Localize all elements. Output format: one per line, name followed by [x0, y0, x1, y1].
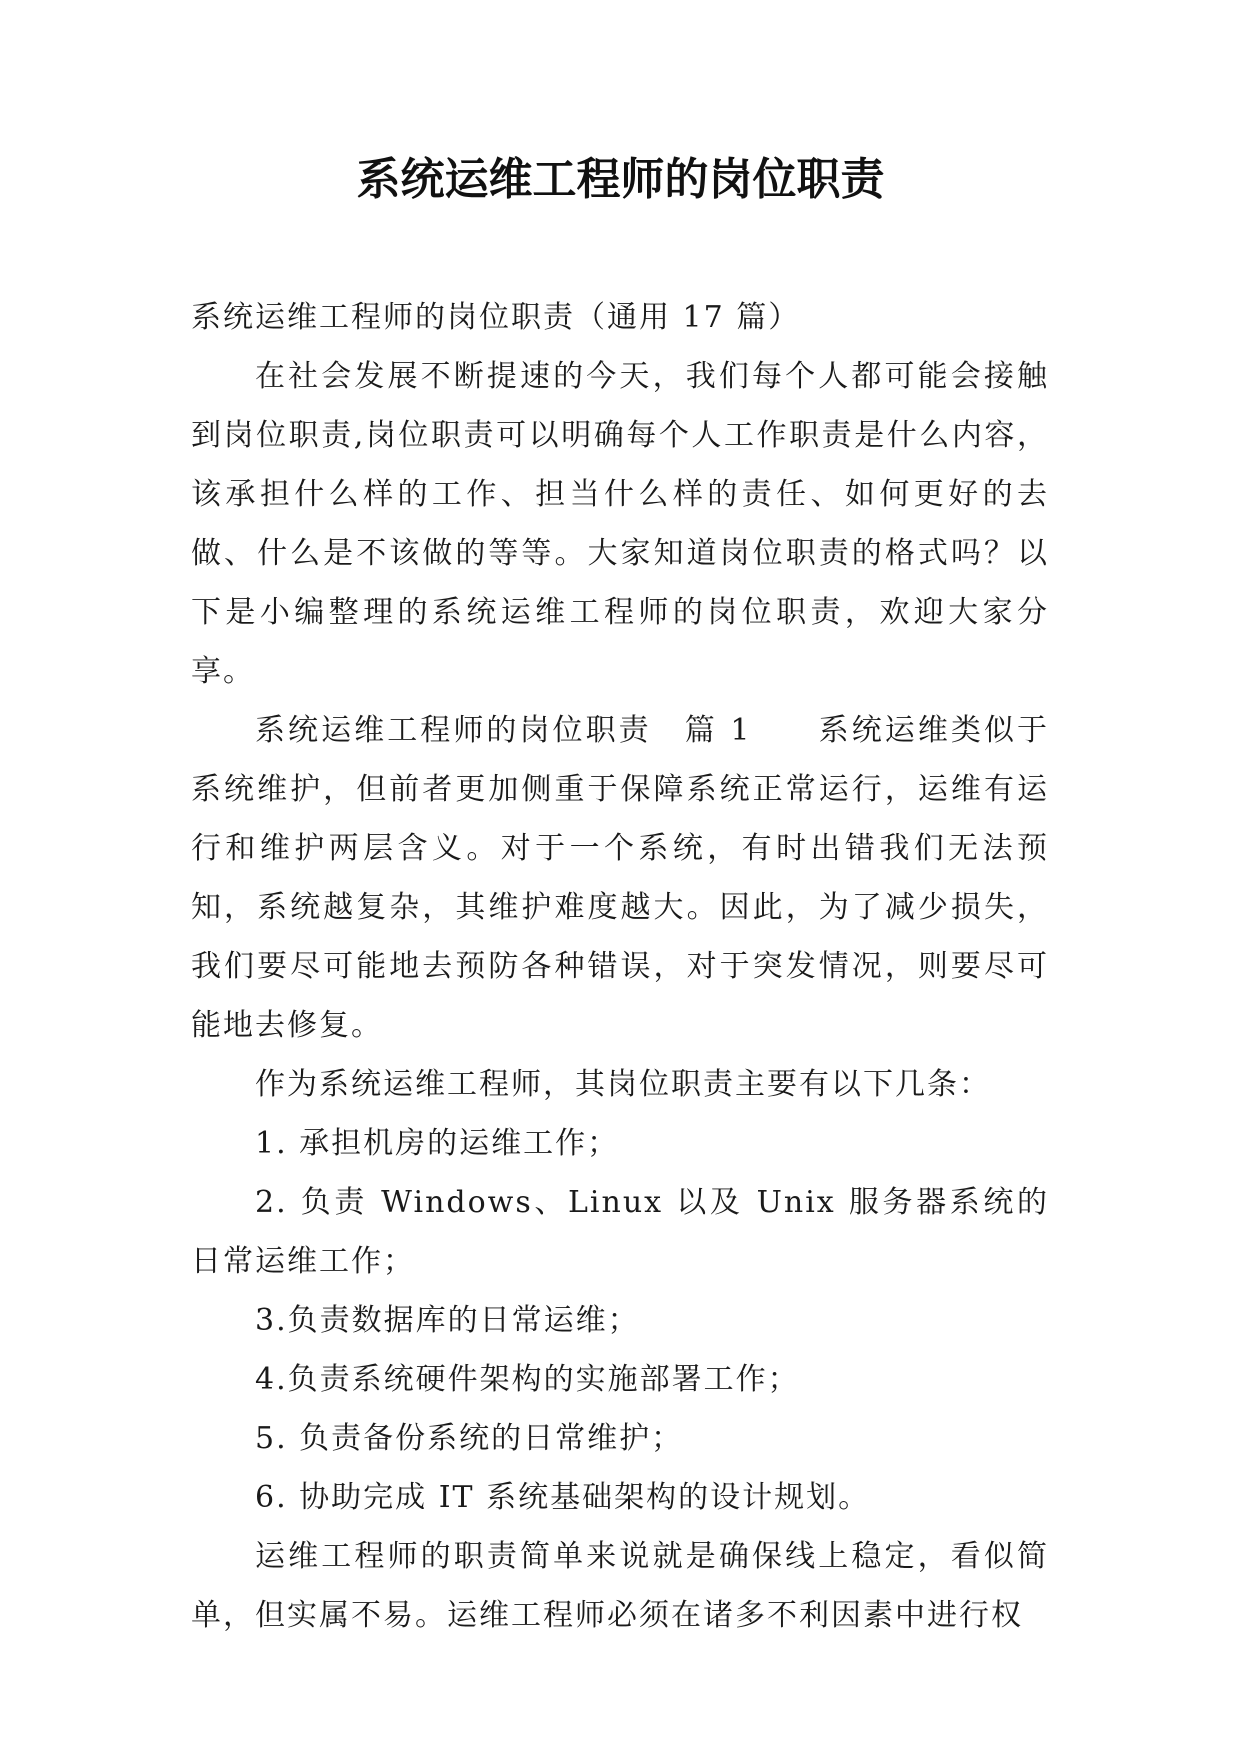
document-body — [191, 288, 1049, 1645]
section-1-paragraph: 系统运维工程师的岗位职责 篇 1 系统运维类似于系统维护，但前者更加侧重于保障系统正常运行，运维有运行和维护两层含义。对于一个系统，有时出错我们无法预知，系统越复杂，其维护难度越大。因此，为了减少损失，我们要尽可能地去预防各种错误，对于突发情况，则要尽可能地去修复。 — [191, 713, 1049, 1043]
document-subtitle: 系统运维工程师的岗位职责（通用 17 篇） — [191, 300, 801, 335]
list-item: 3.负责数据库的日常运维； — [255, 1303, 640, 1338]
document-title: 系统运维工程师的岗位职责 — [356, 154, 885, 205]
closing-paragraph: 运维工程师的职责简单来说就是确保线上稳定，看似简单，但实属不易。运维工程师必须在诸多不利因素中进行权 — [191, 1539, 1049, 1633]
list-item: 6. 协助完成 IT 系统基础架构的设计规划。 — [255, 1480, 871, 1515]
list-item: 4.负责系统硬件架构的实施部署工作； — [255, 1362, 800, 1397]
intro-paragraph: 在社会发展不断提速的今天，我们每个人都可能会接触到岗位职责,岗位职责可以明确每个人工作职责是什么内容，该承担什么样的工作、担当什么样的责任、如何更好的去做、什么是不该做的等等。大家知道岗位职责的格式吗？以下是小编整理的系统运维工程师的岗位职责，欢迎大家分享。 — [191, 359, 1049, 689]
list-item: 2. 负责 Windows、Linux 以及 Unix 服务器系统的日常运维工作； — [191, 1185, 1049, 1279]
duties-intro-paragraph: 作为系统运维工程师，其岗位职责主要有以下几条： — [255, 1067, 991, 1102]
list-item: 5. 负责备份系统的日常维护； — [255, 1421, 684, 1456]
list-item: 1. 承担机房的运维工作； — [255, 1126, 620, 1161]
